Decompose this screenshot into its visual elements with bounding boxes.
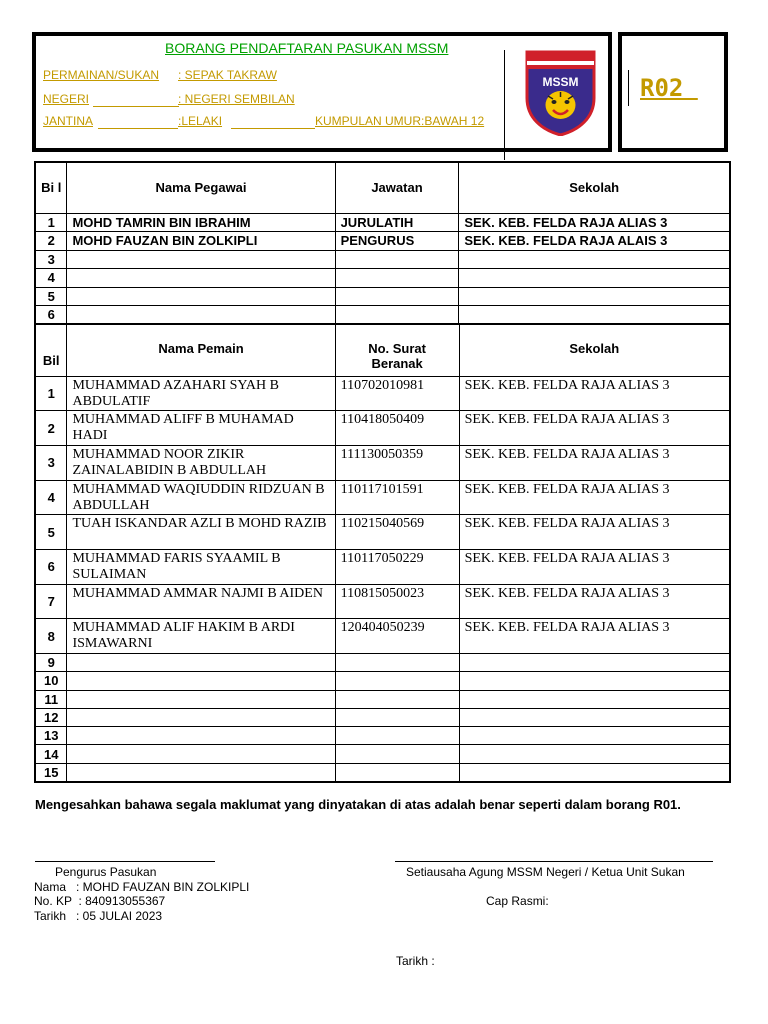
mssm-logo bbox=[523, 50, 598, 136]
staff-col-role: Jawatan bbox=[335, 162, 459, 213]
header-row-gender bbox=[43, 114, 503, 132]
player-school bbox=[459, 727, 730, 745]
staff-school bbox=[459, 306, 730, 325]
form-code: R02 bbox=[640, 74, 698, 102]
header-value-age-group: KUMPULAN UMUR:BAWAH 12 bbox=[315, 114, 485, 128]
table-row bbox=[35, 708, 730, 726]
row-number: 12 bbox=[35, 708, 67, 726]
row-number: 1 bbox=[35, 376, 67, 411]
row-number: 8 bbox=[35, 619, 67, 654]
row-number: 13 bbox=[35, 727, 67, 745]
table-row bbox=[35, 549, 730, 584]
staff-school bbox=[459, 269, 730, 288]
header-row-sport bbox=[43, 68, 503, 86]
row-number: 5 bbox=[35, 515, 67, 550]
table-row bbox=[35, 515, 730, 550]
table-row bbox=[35, 213, 730, 232]
table-row bbox=[35, 306, 730, 325]
table-row bbox=[35, 445, 730, 480]
staff-role bbox=[335, 250, 459, 269]
table-row bbox=[35, 763, 730, 782]
player-name: MUHAMMAD AZAHARI SYAH B ABDULATIF bbox=[67, 376, 335, 411]
player-school bbox=[459, 745, 730, 763]
player-school: SEK. KEB. FELDA RAJA ALIAS 3 bbox=[459, 549, 730, 584]
player-name bbox=[67, 763, 335, 782]
row-number: 5 bbox=[35, 287, 67, 306]
player-cert-no: 111130050359 bbox=[335, 445, 459, 480]
header-row-state bbox=[43, 92, 503, 110]
header-value-gender: :LELAKI bbox=[178, 114, 223, 128]
staff-role bbox=[335, 287, 459, 306]
player-cert-no bbox=[335, 745, 459, 763]
row-number: 9 bbox=[35, 654, 67, 672]
form-title: BORANG PENDAFTARAN PASUKAN MSSM bbox=[165, 40, 449, 56]
player-cert-no: 110215040569 bbox=[335, 515, 459, 550]
row-number: 11 bbox=[35, 690, 67, 708]
staff-role bbox=[335, 306, 459, 325]
staff-role bbox=[335, 269, 459, 288]
player-school bbox=[459, 708, 730, 726]
signature-line-manager bbox=[35, 861, 215, 862]
row-number: 6 bbox=[35, 549, 67, 584]
player-cert-no bbox=[335, 672, 459, 690]
table-row bbox=[35, 376, 730, 411]
table-row bbox=[35, 672, 730, 690]
player-name: TUAH ISKANDAR AZLI B MOHD RAZIB bbox=[67, 515, 335, 550]
player-name: MUHAMMAD NOOR ZIKIR ZAINALABIDIN B ABDULLAH bbox=[67, 445, 335, 480]
row-number: 3 bbox=[35, 250, 67, 269]
staff-role: JURULATIH bbox=[335, 213, 459, 232]
staff-name bbox=[67, 250, 335, 269]
player-name bbox=[67, 690, 335, 708]
manager-id: No. KP : 840913055367 bbox=[34, 894, 166, 908]
official-stamp-label: Cap Rasmi: bbox=[486, 894, 549, 908]
player-cert-no: 110117050229 bbox=[335, 549, 459, 584]
player-school: SEK. KEB. FELDA RAJA ALIAS 3 bbox=[459, 445, 730, 480]
row-number: 4 bbox=[35, 480, 67, 515]
player-name: MUHAMMAD ALIF HAKIM B ARDI ISMAWARNI bbox=[67, 619, 335, 654]
staff-school: SEK. KEB. FELDA RAJA ALAIS 3 bbox=[459, 232, 730, 251]
logo-text: MSSM bbox=[542, 75, 579, 89]
player-school: SEK. KEB. FELDA RAJA ALIAS 3 bbox=[459, 411, 730, 446]
player-name: MUHAMMAD ALIFF B MUHAMAD HADI bbox=[67, 411, 335, 446]
player-col-cert: No. Surat Beranak bbox=[335, 324, 459, 376]
player-school: SEK. KEB. FELDA RAJA ALIAS 3 bbox=[459, 584, 730, 619]
player-cert-no: 120404050239 bbox=[335, 619, 459, 654]
player-school: SEK. KEB. FELDA RAJA ALIAS 3 bbox=[459, 376, 730, 411]
player-name bbox=[67, 727, 335, 745]
staff-name bbox=[67, 306, 335, 325]
staff-table-header bbox=[35, 162, 730, 213]
player-col-school: Sekolah bbox=[459, 324, 730, 376]
manager-date: Tarikh : 05 JULAI 2023 bbox=[34, 909, 163, 923]
row-number: 15 bbox=[35, 763, 67, 782]
player-table bbox=[34, 323, 731, 783]
row-number: 14 bbox=[35, 745, 67, 763]
staff-name: MOHD FAUZAN BIN ZOLKIPLI bbox=[67, 232, 335, 251]
player-school bbox=[459, 672, 730, 690]
player-cert-no: 110815050023 bbox=[335, 584, 459, 619]
player-name bbox=[67, 708, 335, 726]
player-cert-no bbox=[335, 690, 459, 708]
staff-col-school: Sekolah bbox=[459, 162, 730, 213]
player-name bbox=[67, 745, 335, 763]
row-number: 3 bbox=[35, 445, 67, 480]
table-row bbox=[35, 745, 730, 763]
staff-table bbox=[34, 161, 731, 325]
signature-title-secretary: Setiausaha Agung MSSM Negeri / Ketua Unit Sukan bbox=[406, 865, 685, 879]
player-school bbox=[459, 654, 730, 672]
header-value-state: : NEGERI SEMBILAN bbox=[178, 92, 295, 106]
table-row bbox=[35, 269, 730, 288]
player-cert-no bbox=[335, 763, 459, 782]
table-row bbox=[35, 654, 730, 672]
player-name bbox=[67, 654, 335, 672]
table-row bbox=[35, 250, 730, 269]
player-cert-no: 110702010981 bbox=[335, 376, 459, 411]
row-number: 2 bbox=[35, 232, 67, 251]
staff-school bbox=[459, 287, 730, 306]
player-school: SEK. KEB. FELDA RAJA ALIAS 3 bbox=[459, 480, 730, 515]
table-row bbox=[35, 287, 730, 306]
declaration-text: Mengesahkan bahawa segala maklumat yang dinyatakan di atas adalah benar seperti dalam borang R01. bbox=[35, 797, 681, 812]
signature-line-secretary bbox=[395, 861, 713, 862]
player-name: MUHAMMAD FARIS SYAAMIL B SULAIMAN bbox=[67, 549, 335, 584]
player-name: MUHAMMAD AMMAR NAJMI B AIDEN bbox=[67, 584, 335, 619]
player-school: SEK. KEB. FELDA RAJA ALIAS 3 bbox=[459, 619, 730, 654]
header-label-state: NEGERI bbox=[43, 92, 90, 106]
player-cert-no: 110117101591 bbox=[335, 480, 459, 515]
row-number: 1 bbox=[35, 213, 67, 232]
player-school bbox=[459, 690, 730, 708]
player-col-no: Bil bbox=[35, 324, 67, 376]
player-school bbox=[459, 763, 730, 782]
header-divider bbox=[504, 50, 505, 160]
table-row bbox=[35, 480, 730, 515]
table-row bbox=[35, 584, 730, 619]
staff-name bbox=[67, 287, 335, 306]
row-number: 10 bbox=[35, 672, 67, 690]
player-cert-no bbox=[335, 727, 459, 745]
row-number: 2 bbox=[35, 411, 67, 446]
row-number: 6 bbox=[35, 306, 67, 325]
header-value-sport: : SEPAK TAKRAW bbox=[178, 68, 277, 82]
signature-title-manager: Pengurus Pasukan bbox=[55, 865, 157, 879]
staff-school: SEK. KEB. FELDA RAJA ALIAS 3 bbox=[459, 213, 730, 232]
table-row bbox=[35, 232, 730, 251]
player-name bbox=[67, 672, 335, 690]
staff-name bbox=[67, 269, 335, 288]
header-label-gender: JANTINA bbox=[43, 114, 94, 128]
row-number: 4 bbox=[35, 269, 67, 288]
player-table-header bbox=[35, 324, 730, 376]
player-cert-no bbox=[335, 708, 459, 726]
table-row bbox=[35, 411, 730, 446]
player-school: SEK. KEB. FELDA RAJA ALIAS 3 bbox=[459, 515, 730, 550]
player-col-name: Nama Pemain bbox=[67, 324, 335, 376]
staff-name: MOHD TAMRIN BIN IBRAHIM bbox=[67, 213, 335, 232]
table-row bbox=[35, 690, 730, 708]
player-cert-no bbox=[335, 654, 459, 672]
secretary-date-label: Tarikh : bbox=[396, 954, 435, 968]
table-row bbox=[35, 619, 730, 654]
row-number: 7 bbox=[35, 584, 67, 619]
header-label-sport: PERMAINAN/SUKAN bbox=[43, 68, 160, 82]
player-cert-no: 110418050409 bbox=[335, 411, 459, 446]
table-row bbox=[35, 727, 730, 745]
manager-name: Nama : MOHD FAUZAN BIN ZOLKIPLI bbox=[34, 880, 250, 894]
staff-col-name: Nama Pegawai bbox=[67, 162, 335, 213]
player-name: MUHAMMAD WAQIUDDIN RIDZUAN B ABDULLAH bbox=[67, 480, 335, 515]
staff-role: PENGURUS bbox=[335, 232, 459, 251]
staff-col-no: Bi l bbox=[35, 162, 67, 213]
staff-school bbox=[459, 250, 730, 269]
